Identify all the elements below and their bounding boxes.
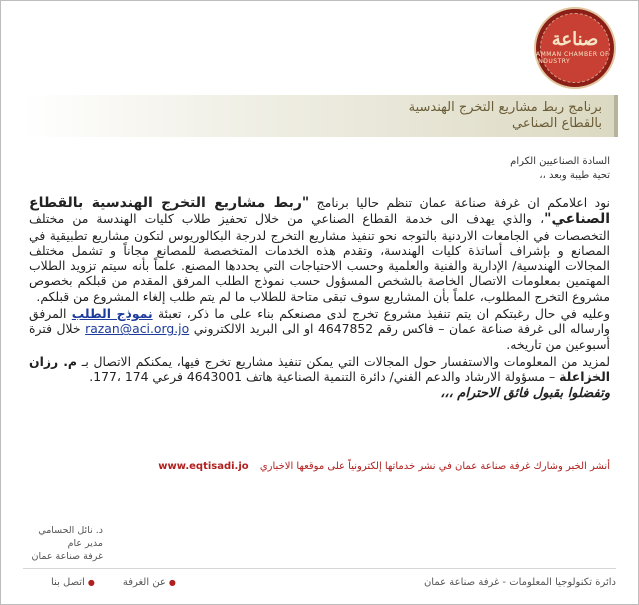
paragraph-contact [29,354,610,385]
share-text: أنشر الخبر وشارك غرفة صناعة عمان في نشر خدماتها إلكترونياً على موقعها الاخباري [259,461,610,472]
logo-subtext: AMMAN CHAMBER OF INDUSTRY [536,51,610,65]
contact-text-a: لمزيد من المعلومات والاستفسار حول المجالات التي يمكن تنفيذ مشاريع تخرج فيها، يمكنكم الاتصال بـ [77,353,610,369]
title-line-2: بالقطاع الصناعي [512,116,602,131]
logo-ring [540,13,610,83]
program-name: "ربط مشاريع التخرج الهندسية بالقطاع الصناعي" [29,195,610,228]
bullet-icon: ● [168,578,176,587]
signature-block [0,524,103,563]
contact-text-b: – مسؤولة الارشاد والدعم الفني/ دائرة التنمية الصناعية هاتف 4643001 فرعي 174 ،177. [89,369,560,385]
footer-department: دائرة تكنولوجيا المعلومات - غرفة صناعة عمان [423,577,616,588]
bullet-icon: ● [87,578,95,587]
intro-rest: ، والذي يهدف الى خدمة القطاع الصناعي من خلال تحفيز طلاب كليات الهندسة من مختلف التخصصات في الجامعات الاردنية بالتوجه نحو تنفيذ مشاريع التخرج لدرجة البكالوريوس لتكون مشاريع تطبيقية في المصانع و بإشراف أساتذة كليات الهندسة، وتقدم هذه الخدمات المتخصصة للمصانع مجاناً و تشمل مختلف المجالات الهندسية/ الإدارية والفنية والعلمية وحسب الاحتياجات التي يحددها المصنع. علماً بأنه سيتم تزويد الطلاب المهتمين بمعلومات الاتصال الخاصة بالشخص المسؤول حسب نموذج الطلب المرفق المقدم من قبلكم بخصوص مشروع التخرج المطلوب، علماً بأن المشاريع سوف تبقى متاحة للطلاب ما لم يتم طلب إلغاء المشروع من قبلكم. [29,211,610,304]
paragraph-request [29,306,610,352]
request-text-a: وعليه في حال رغبتكم ان يتم تنفيذ مشروع تخرج لدى مصنعكم بناء على ما ذكر، تعبئة [152,306,610,322]
title-line-1: برنامج ربط مشاريع التخرج الهندسية [408,100,602,115]
footer-contact-link[interactable] [51,577,95,588]
closing-line: وتفضلوا بقبول فائق الاحترام ،،، [440,385,610,401]
contact-person: م. رزان الخزاعلة [29,353,610,385]
page-title [409,100,602,132]
chamber-logo [534,7,616,89]
greeting-line-2: تحية طيبة وبعد ،، [539,170,610,181]
logo-text: صناعة [551,29,599,50]
request-text-c: خلال فترة أسبوعين من تاريخه. [29,321,610,352]
footer-about-label: عن الغرفة [122,577,166,588]
header-band [23,95,618,137]
paragraph-intro [29,195,610,304]
greeting-line-1: السادة الصناعيين الكرام [510,156,610,167]
news-site-link[interactable]: www.eqtisadi.jo [158,461,249,472]
email-link[interactable]: razan@aci.org.jo [85,321,190,337]
signature-org: غرفة صناعة عمان [31,551,103,562]
intro-text: نود اعلامكم ان غرفة صناعة عمان تنظم حاليا برنامج [309,195,610,210]
footer-about-link[interactable] [123,577,176,588]
share-line [29,461,610,472]
letter-content [29,155,610,401]
request-text-b: المرفق وارساله الى غرفة صناعة عمان – فاكس رقم 4647852 او الى البريد الالكتروني [29,306,610,337]
request-form-link[interactable]: نموذج الطلب [71,306,153,322]
footer [23,568,616,588]
signature-title: مدير عام [67,538,103,549]
footer-contact-label: اتصل بنا [51,577,85,588]
signature-name: د. نائل الحسامي [38,525,103,536]
